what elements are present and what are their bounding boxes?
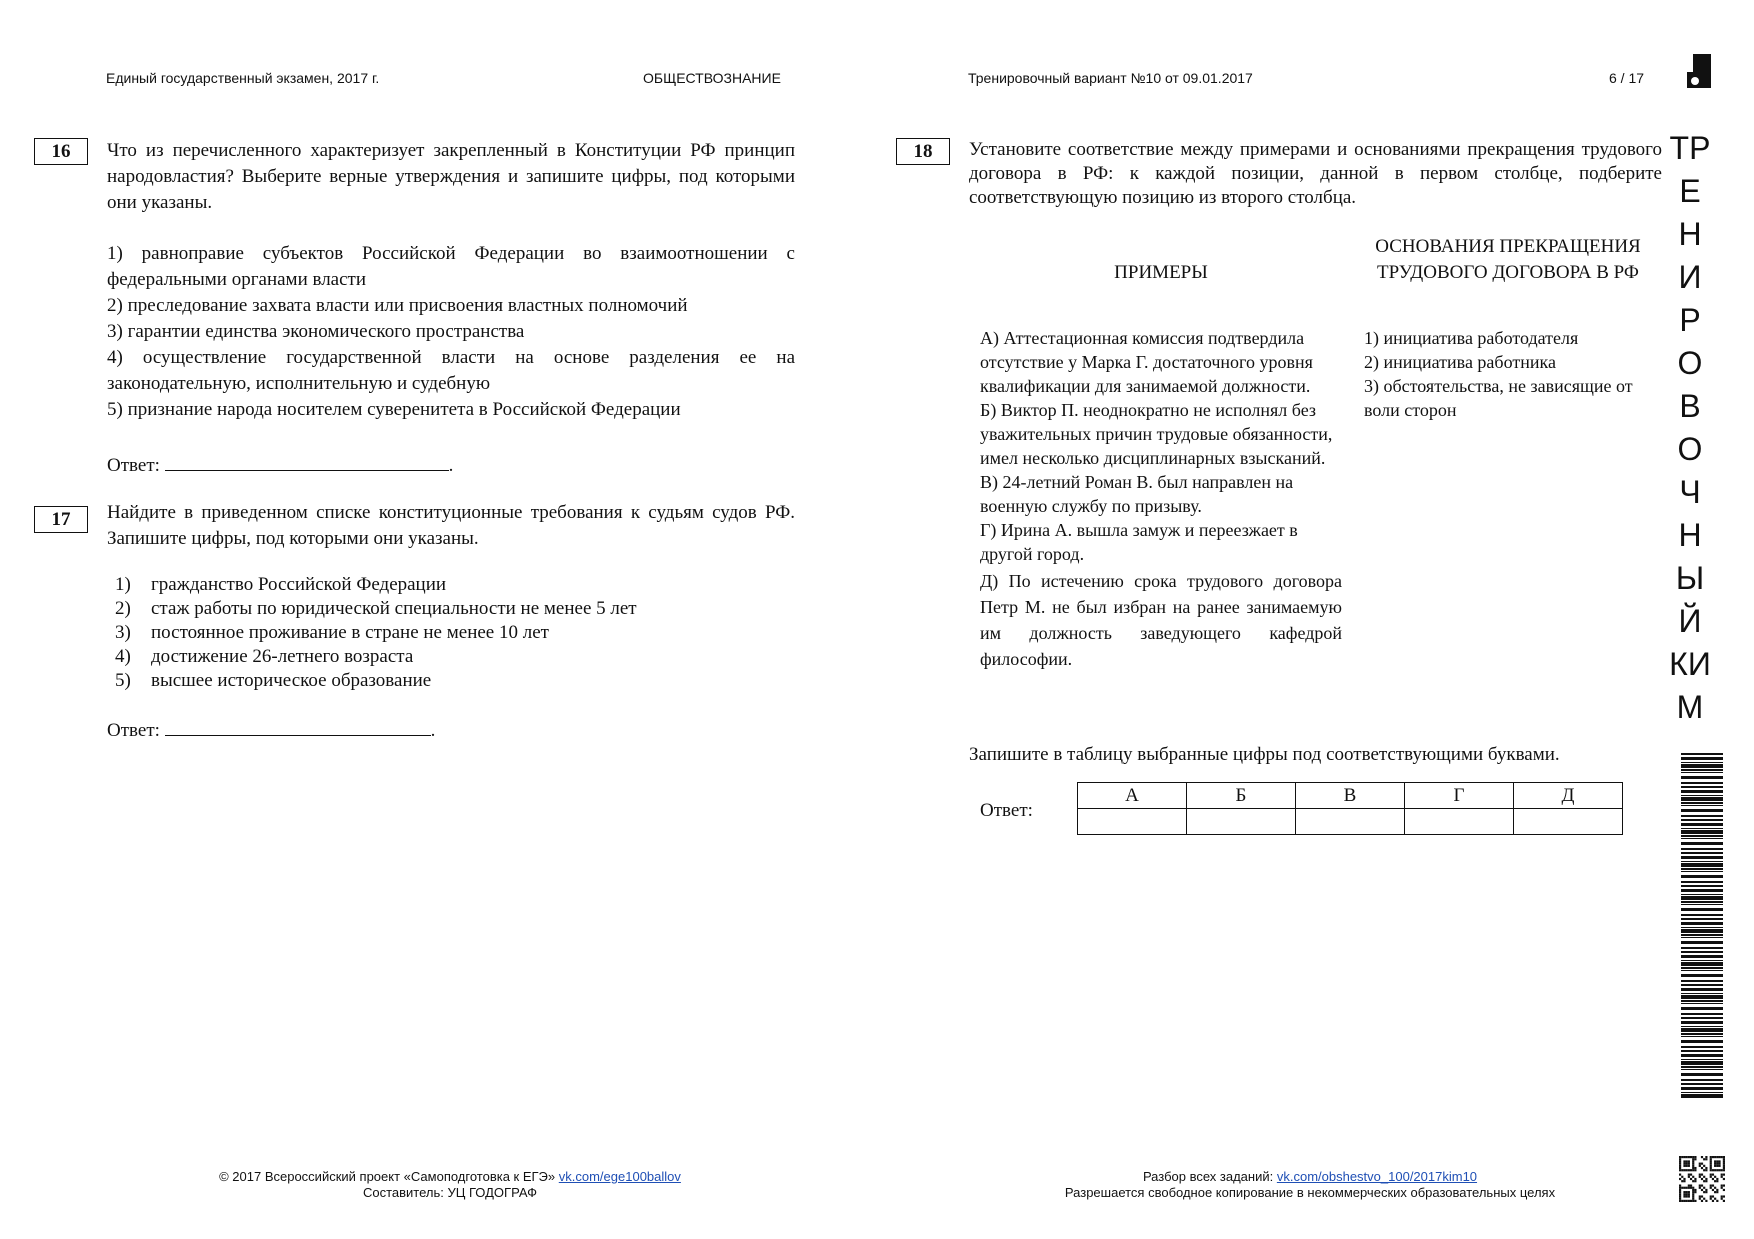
question-17-list xyxy=(107,573,795,693)
list-item: Г) Ирина А. вышла замуж и переезжает в другой город. xyxy=(980,520,1298,564)
corner-mark-icon xyxy=(1687,54,1715,90)
answer-cell[interactable] xyxy=(1514,809,1623,835)
barcode-icon xyxy=(1681,753,1723,1098)
question-17-text: Найдите в приведенном списке конституционные требования к судьям судов РФ. Запишите цифры, под которыми они указаны. xyxy=(107,502,795,549)
list-item: Д) По истечению срока трудового договора Петр М. не был избран на ранее занимаемую им должность заведующего кафедрой философии. xyxy=(980,571,1342,669)
answer-cell[interactable] xyxy=(1078,809,1187,835)
question-17-answer: Ответ: . xyxy=(107,717,435,742)
list-item: 5) высшее историческое образование xyxy=(115,670,432,691)
grounds-list xyxy=(1364,326,1639,422)
letter-cell: А xyxy=(1078,783,1187,809)
footer-left xyxy=(150,1169,750,1201)
side-watermark: ТР Е Н И Р О В О Ч Н Ы Й КИ М xyxy=(1669,130,1711,725)
list-item: 3) гарантии единства экономического пространства xyxy=(107,321,525,342)
question-18-text: Установите соответствие между примерами и основаниями прекращения трудового договора в РФ: к каждой позиции, данной в первом столбце, подберите соответствующую позицию из второго столбца. xyxy=(969,139,1662,208)
footer-author: Составитель: УЦ ГОДОГРАФ xyxy=(362,1185,537,1200)
list-item: 4) достижение 26-летнего возраста xyxy=(115,646,414,667)
letter-cell: Г xyxy=(1405,783,1514,809)
footer-link-ege100ballov[interactable]: vk.com/ege100ballov xyxy=(558,1169,681,1184)
question-16-options xyxy=(107,241,795,423)
letter-cell: Д xyxy=(1514,783,1623,809)
list-item: 3) обстоятельства, не зависящие от воли сторон xyxy=(1364,376,1633,420)
list-item: В) 24-летний Роман В. был направлен на военную службу по призыву. xyxy=(980,472,1294,516)
grounds-header: ОСНОВАНИЯ ПРЕКРАЩЕНИЯ ТРУДОВОГО ДОГОВОРА В РФ xyxy=(1375,236,1641,283)
examples-list xyxy=(980,326,1342,672)
list-item: 4) осуществление государственной власти на основе разделения ее на законодательную, исполнительную и судебную xyxy=(107,347,795,394)
table-row xyxy=(1078,783,1623,809)
qr-code-icon xyxy=(1679,1156,1725,1202)
answer-table xyxy=(1077,782,1623,835)
list-item: 1) равноправие субъектов Российской Федерации во взаимоотношении с федеральными органами власти xyxy=(107,243,795,290)
footer-license: Разрешается свободное копирование в некоммерческих образовательных целях xyxy=(1064,1185,1556,1200)
list-item: А) Аттестационная комиссия подтвердила отсутствие у Марка Г. достаточного уровня квалификации для занимаемой должности. xyxy=(980,328,1313,396)
question-17-number: 17 xyxy=(34,506,88,533)
list-item: 1) гражданство Российской Федерации xyxy=(115,574,447,595)
question-16-number: 16 xyxy=(34,138,88,165)
footer-copyright: © 2017 Всероссийский проект «Самоподготовка к ЕГЭ» xyxy=(219,1169,556,1184)
page-number: 6 / 17 xyxy=(1609,70,1645,86)
examples-header: ПРИМЕРЫ xyxy=(1114,262,1208,283)
list-item: 1) инициатива работодателя xyxy=(1364,328,1579,348)
answer-label: Ответ: xyxy=(980,800,1033,821)
question-16-text: Что из перечисленного характеризует закрепленный в Конституции РФ принцип народовластия? Выберите верные утверждения и запишите цифры, под которыми они указаны. xyxy=(107,140,795,213)
letter-cell: Б xyxy=(1187,783,1296,809)
exam-title: Единый государственный экзамен, 2017 г. xyxy=(106,70,380,86)
list-item: 2) преследование захвата власти или присвоения властных полномочий xyxy=(107,295,688,316)
footer-link-analysis[interactable]: vk.com/obshestvo_100/2017kim10 xyxy=(1276,1169,1478,1184)
footer-analysis-label: Разбор всех заданий: xyxy=(1142,1169,1274,1184)
list-item: 2) инициатива работника xyxy=(1364,352,1556,372)
letter-cell: В xyxy=(1296,783,1405,809)
list-item: 2) стаж работы по юридической специальности не менее 5 лет xyxy=(115,598,637,619)
question-16-answer: Ответ: . xyxy=(107,452,453,477)
variant-title: Тренировочный вариант №10 от 09.01.2017 xyxy=(968,70,1253,86)
question-18-number: 18 xyxy=(896,138,950,165)
list-item: 3) постоянное проживание в стране не менее 10 лет xyxy=(115,622,549,643)
answer-label: Ответ: xyxy=(107,720,160,741)
footer-right xyxy=(1000,1169,1620,1201)
subject-title: ОБЩЕСТВОЗНАНИЕ xyxy=(643,70,781,86)
table-row xyxy=(1078,809,1623,835)
answer-instruction: Запишите в таблицу выбранные цифры под соответствующими буквами. xyxy=(969,744,1560,765)
answer-input[interactable] xyxy=(165,717,431,736)
list-item: 5) признание народа носителем суверенитета в Российской Федерации xyxy=(107,399,681,420)
answer-cell[interactable] xyxy=(1405,809,1514,835)
answer-cell[interactable] xyxy=(1187,809,1296,835)
answer-input[interactable] xyxy=(165,452,449,471)
answer-cell[interactable] xyxy=(1296,809,1405,835)
list-item: Б) Виктор П. неоднократно не исполнял без уважительных причин трудовые обязанности, имел несколько дисциплинарных взысканий. xyxy=(980,400,1333,468)
answer-label: Ответ: xyxy=(107,455,160,476)
